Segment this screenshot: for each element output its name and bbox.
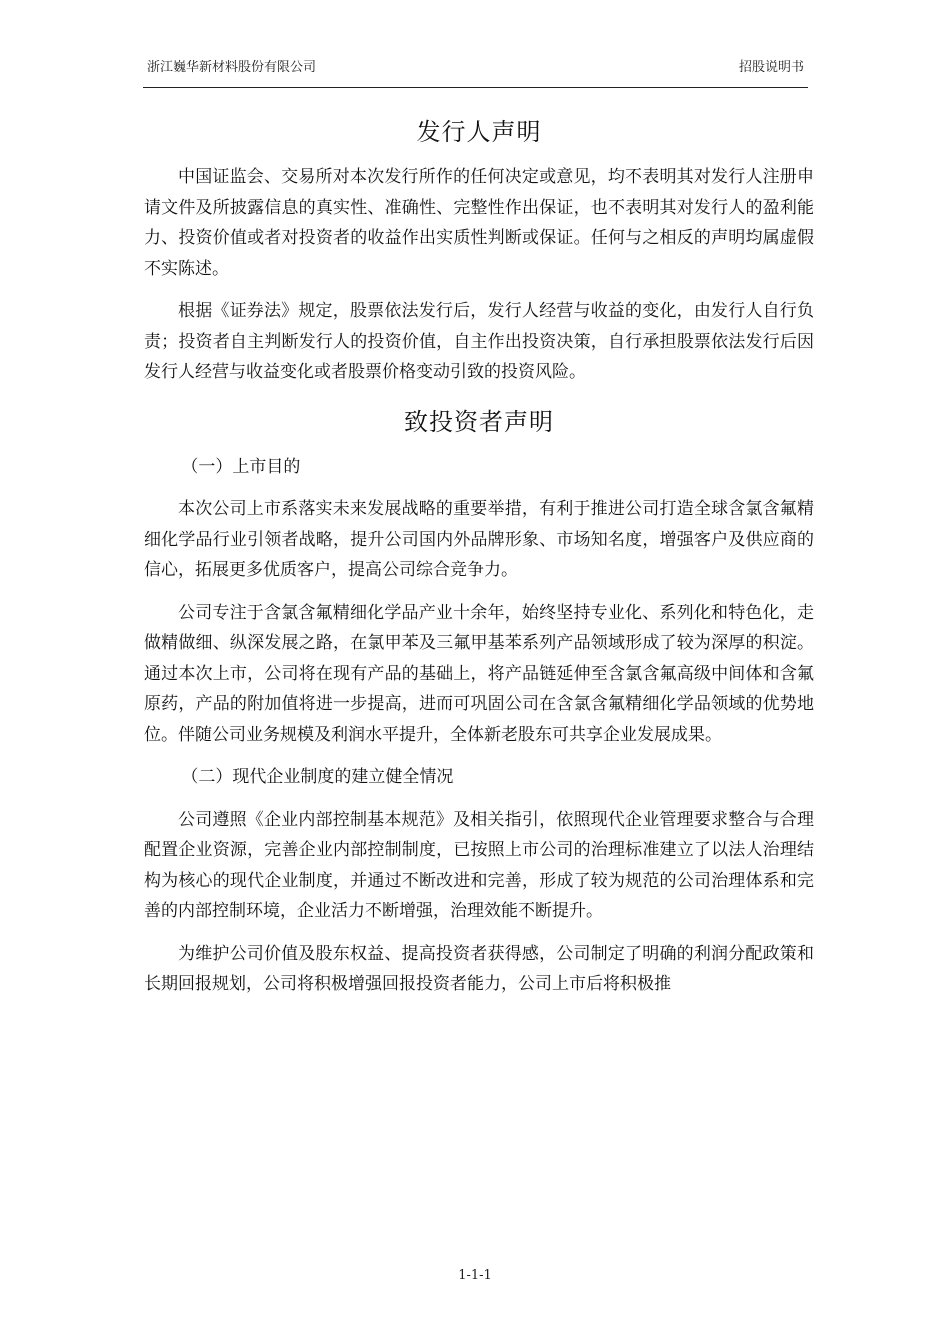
issuer-statement-paragraph: 根据《证券法》规定，股票依法发行后，发行人经营与收益的变化，由发行人自行负责；投资者自主判断发行人的投资价值，自主作出投资决策，自行承担股票依法发行后因发行人经营与收益变化或者股票价格变动引致的投资风险。 [144, 301, 814, 382]
listing-purpose-paragraph: 本次公司上市系落实未来发展战略的重要举措，有利于推进公司打造全球含氯含氟精细化学品行业引领者战略，提升公司国内外品牌形象、市场知名度，增强客户及供应商的信心，拓展更多优质客户，提高公司综合竞争力。 [144, 499, 814, 580]
section-heading-corporate-governance: （二）现代企业制度的建立健全情况 [181, 767, 454, 787]
corporate-governance-paragraph: 为维护公司价值及股东权益、提高投资者获得感，公司制定了明确的利润分配政策和长期回报规划，公司将积极增强回报投资者能力，公司上市后将积极推 [144, 943, 814, 994]
page-body [144, 110, 814, 1012]
section-heading-listing-purpose: （一）上市目的 [181, 456, 301, 477]
listing-purpose-paragraph: 公司专注于含氯含氟精细化学品产业十余年，始终坚持专业化、系列化和特色化，走做精做细、纵深发展之路，在氯甲苯及三氟甲基苯系列产品领域形成了较为深厚的积淀。通过本次上市，公司将在现有产品的基础上，将产品链延伸至含氯含氟高级中间体和含氟原药，产品的附加值将进一步提高，进而可巩固公司在含氯含氟精细化学品领域的优势地位。伴随公司业务规模及利润水平提升，全体新老股东可共享企业发展成果。 [144, 602, 814, 745]
corporate-governance-paragraph: 公司遵照《企业内部控制基本规范》及相关指引，依照现代企业管理要求整合与合理配置企业资源，完善企业内部控制制度，已按照上市公司的治理标准建立了以法人治理结构为核心的现代企业制度，并通过不断改进和完善，形成了较为规范的公司治理体系和完善的内部控制环境，企业活力不断增强，治理效能不断提升。 [144, 809, 814, 921]
page-number: 1-1-1 [458, 1268, 492, 1283]
issuer-statement-paragraph: 中国证监会、交易所对本次发行所作的任何决定或意见，均不表明其对发行人注册申请文件及所披露信息的真实性、准确性、完整性作出保证，也不表明其对发行人的盈利能力、投资价值或者对投资者的收益作出实质性判断或保证。任何与之相反的声明均属虚假不实陈述。 [144, 167, 814, 279]
header-company-name: 浙江巍华新材料股份有限公司 [147, 60, 317, 75]
investor-statement-title: 致投资者声明 [404, 407, 554, 436]
issuer-statement-title: 发行人声明 [416, 118, 542, 146]
header-divider [143, 87, 808, 88]
page-header [143, 57, 808, 79]
header-document-type: 招股说明书 [738, 60, 804, 75]
